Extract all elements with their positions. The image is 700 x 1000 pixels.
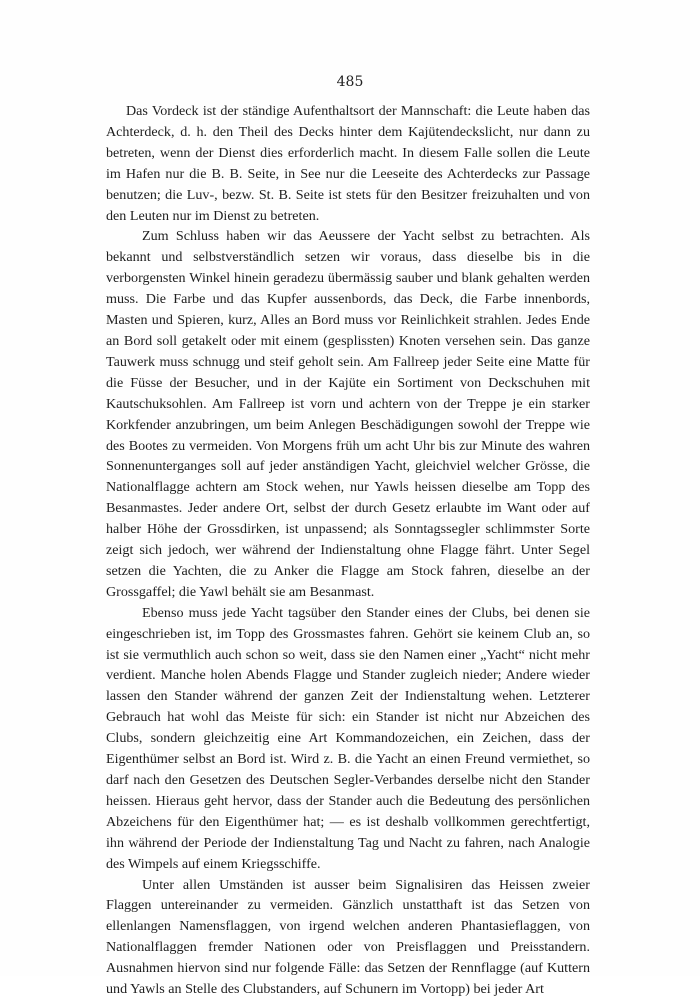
page-number: 485 [336, 74, 364, 90]
paragraph-1: Das Vordeck ist der ständige Aufenthaltsort der Mannschaft: die Leute haben das Achterdeck, d. h. den Theil des Decks hinter dem Kajütendeckslicht, nur dann zu betreten, wenn der Dienst dies erforderlich macht. In diesem Falle sollen die Leute im Hafen nur die B. B. Seite, in See nur die Leeseite des Achterdecks zur Passage benutzen; die Luv-, bezw. St. B. Seite ist stets für den Besitzer freizuhalten und von den Leuten nur im Dienst zu betreten. [106, 103, 590, 224]
paragraph-2: Zum Schluss haben wir das Aeussere der Yacht selbst zu betrachten. Als bekannt und selbstverständlich setzen wir voraus, dass dieselbe bis in die verborgensten Winkel hinein geradezu übermässig sauber und blank gehalten werden muss. Die Farbe und das Kupfer aussenbords, das Deck, die Farbe innenbords, Masten und Spieren, kurz, Alles an Bord muss vor Reinlichkeit strahlen. Jedes Ende an Bord soll getakelt oder mit einem (gesplissten) Knoten versehen sein. Das ganze Tauwerk muss schnugg und steif geholt sein. Am Fallreep jeder Seite eine Matte für die Füsse der Besucher, und in der Kajüte ein Sortiment von Deckschuhen mit Kautschuksohlen. Am Fallreep ist vorn und achtern von der Treppe je ein starker Korkfender anzubringen, um beim Anlegen Beschädigungen sowohl der Treppe wie des Bootes zu vermeiden. Von Morgens früh um acht Uhr bis zur Minute des wahren Sonnenunterganges soll auf jeder anständigen Yacht, gleichviel welcher Grösse, die Nationalflagge achtern am Stock wehen, nur Yawls heissen dieselbe am Topp des Besanmastes. Jeder andere Ort, selbst der durch Gesetz erlaubte im Want oder auf halber Höhe der Grossdirken, ist unpassend; als Sonntagssegler schlimmster Sorte zeigt sich jedoch, wer während der Indienstaltung ohne Flagge fährt. Unter Segel setzen die Yachten, die zu Anker die Flagge am Stock fahren, dieselbe an der Grossgaffel; die Yawl behält sie am Besanmast. [106, 228, 590, 600]
paragraph-3: Ebenso muss jede Yacht tagsüber den Stander eines der Clubs, bei denen sie eingeschrieben ist, im Topp des Grossmastes fahren. Gehört sie keinem Club an, so ist sie vermuthlich auch schon so weit, dass sie den Namen einer „Yacht“ nicht mehr verdient. Manche holen Abends Flagge und Stander zugleich nieder; Andere wieder lassen den Stander während der ganzen Zeit der Indienstaltung wehen. Letzterer Gebrauch hat wohl das Meiste für sich: ein Stander ist nicht nur Abzeichen des Clubs, sondern gleichzeitig eine Art Kommandozeichen, ein Zeichen, dass der Eigenthümer selbst an Bord ist. Wird z. B. die Yacht an einen Freund vermiethet, so darf nach den Gesetzen des Deutschen Segler-Verbandes derselbe nicht den Stander heissen. Hieraus geht hervor, dass der Stander auch die Bedeutung des persönlichen Abzeichens für den Eigenthümer hat; — es ist deshalb vollkommen gerechtfertigt, ihn während der Periode der Indienstaltung Tag und Nacht zu fahren, nach Analogie des Wimpels auf einem Kriegsschiffe. [106, 604, 590, 872]
paragraph-4: Unter allen Umständen ist ausser beim Signalisiren das Heissen zweier Flaggen untereinander zu vermeiden. Gänzlich unstatthaft ist das Setzen von ellenlangen Namensflaggen, von irgend welchen anderen Phantasieflaggen, von Nationalflaggen fremder Nationen oder von Preisflaggen und Preisstandern. Ausnahmen hiervon sind nur folgende Fälle: das Setzen der Rennflagge (auf Kuttern und Yawls an Stelle des Clubstanders, auf Schunern im Vortopp) bei jeder Art [106, 876, 590, 998]
body-text [106, 101, 590, 1000]
